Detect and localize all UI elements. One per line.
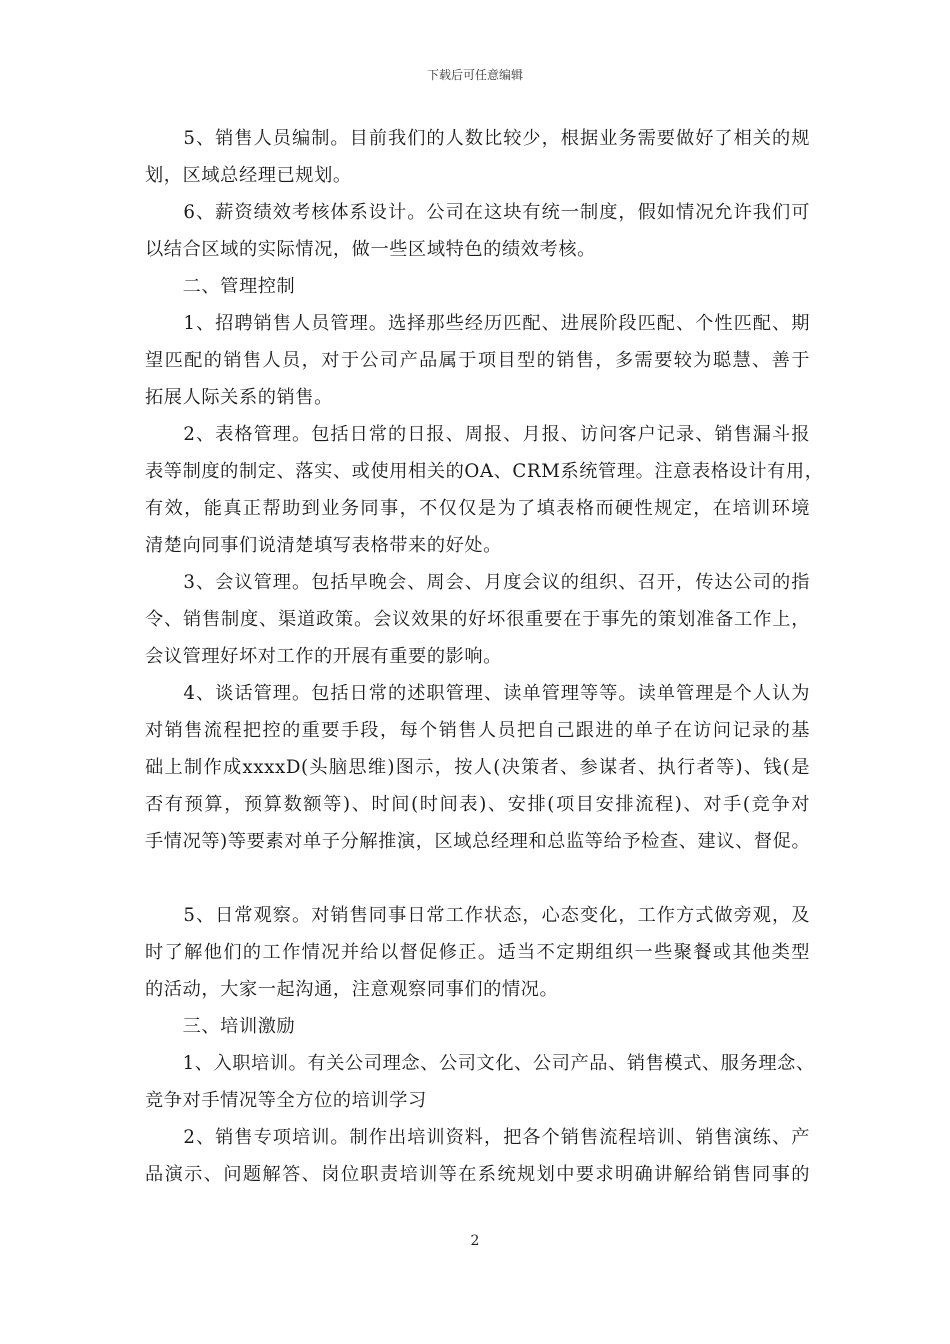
- text-line: 4、谈话管理。包括日常的述职管理、读单管理等等。读单管理是个人认为: [145, 683, 810, 704]
- text-line: 清楚向同事们说清楚填写表格带来的好处。: [145, 535, 502, 556]
- text-line: 的活动，大家一起沟通，注意观察同事们的情况。: [145, 979, 559, 1000]
- text-line: 础上制作成xxxxD(头脑思维)图示，按人(决策者、参谋者、执行者等)、钱(是: [145, 757, 810, 778]
- text-line: 望匹配的销售人员，对于公司产品属于项目型的销售，多需要较为聪慧、善于: [145, 350, 810, 371]
- text-line: 表等制度的制定、落实、或使用相关的OA、CRM系统管理。注意表格设计有用，: [145, 461, 824, 482]
- text-line: 1、招聘销售人员管理。选择那些经历匹配、进展阶段匹配、个性匹配、期: [145, 313, 810, 334]
- blank-line: [145, 860, 810, 897]
- text-line: 以结合区域的实际情况，做一些区域特色的绩效考核。: [145, 239, 596, 260]
- text-line: 6、薪资绩效考核体系设计。公司在这块有统一制度，假如情况允许我们可: [145, 202, 810, 223]
- text-line: 令、销售制度、渠道政策。会议效果的好坏很重要在于事先的策划准备工作上，: [145, 609, 810, 630]
- text-line: 对销售流程把控的重要手段，每个销售人员把自己跟进的单子在访问记录的基: [145, 720, 810, 741]
- text-line: 时了解他们的工作情况并给以督促修正。适当不定期组织一些聚餐或其他类型: [145, 942, 810, 963]
- text-line: 5、销售人员编制。目前我们的人数比较少，根据业务需要做好了相关的规: [145, 128, 810, 149]
- text-line: 划，区域总经理已规划。: [145, 165, 352, 186]
- text-line: 1、入职培训。有关公司理念、公司文化、公司产品、销售模式、服务理念、: [145, 1053, 815, 1074]
- document-body: [145, 120, 824, 1193]
- text-line: 品演示、问题解答、岗位职责培训等在系统规划中要求明确讲解给销售同事的: [145, 1164, 810, 1185]
- page-header: 下载后可任意编辑: [426, 68, 523, 82]
- page-number: 2: [470, 1233, 480, 1249]
- section-heading: 三、培训激励: [145, 1016, 296, 1037]
- text-line: 3、会议管理。包括早晚会、周会、月度会议的组织、召开，传达公司的指: [145, 572, 810, 593]
- text-line: 手情况等)等要素对单子分解推演，区域总经理和总监等给予检查、建议、督促。: [145, 831, 811, 852]
- text-line: 否有预算，预算数额等)、时间(时间表)、安排(项目安排流程)、对手(竞争对: [145, 794, 810, 815]
- text-line: 有效，能真正帮助到业务同事，不仅仅是为了填表格而硬性规定，在培训环境: [145, 498, 810, 519]
- section-heading: 二、管理控制: [145, 276, 296, 297]
- text-line: 2、销售专项培训。制作出培训资料，把各个销售流程培训、销售演练、产: [145, 1127, 810, 1148]
- text-line: 5、日常观察。对销售同事日常工作状态，心态变化，工作方式做旁观，及: [145, 905, 810, 926]
- text-line: 2、表格管理。包括日常的日报、周报、月报、访问客户记录、销售漏斗报: [145, 424, 810, 445]
- text-line: 会议管理好坏对工作的开展有重要的影响。: [145, 646, 502, 667]
- text-line: 竞争对手情况等全方位的培训学习: [145, 1090, 427, 1111]
- text-line: 拓展人际关系的销售。: [145, 387, 333, 408]
